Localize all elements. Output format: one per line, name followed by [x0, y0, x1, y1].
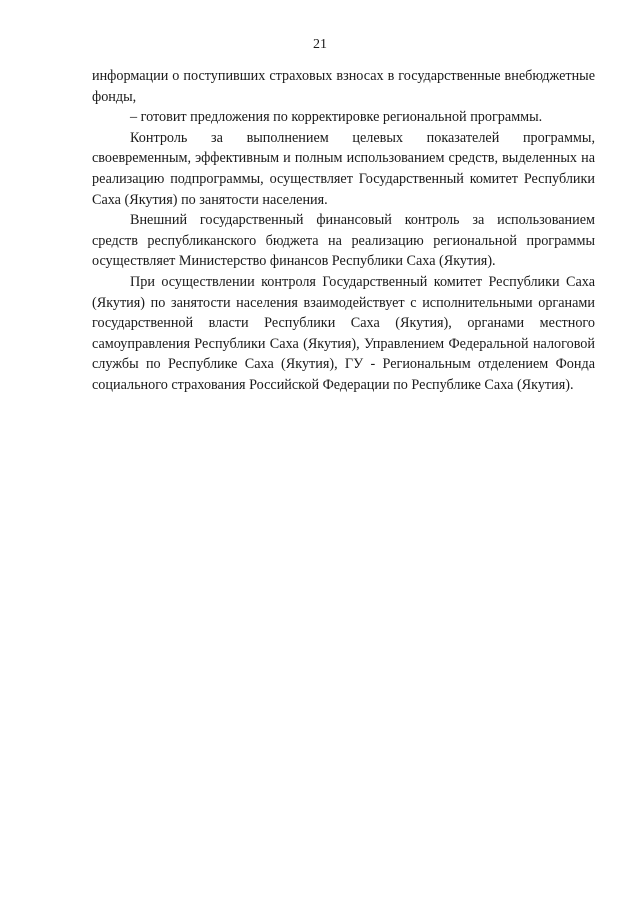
document-body	[92, 66, 595, 396]
paragraph-continuation: информации о поступивших страховых взносах в государственные внебюджетные фонды,	[92, 68, 595, 105]
paragraph-list-item: – готовит предложения по корректировке региональной программы.	[130, 109, 543, 126]
paragraph-interaction: При осуществлении контроля Государственный комитет Республики Саха (Якутия) по занятости населения взаимодействует с исполнительными органами государственной власти Республики Саха (Якутия), органами местного самоуправления Республики Саха (Якутия), Управлением Федеральной налоговой службы по Республике Саха (Якутия), ГУ - Региональным отделением Фонда социального страхования Российской Федерации по Республике Саха (Якутия).	[92, 273, 595, 393]
paragraph-external-control: Внешний государственный финансовый контроль за использованием средств республиканского бюджета на реализацию региональной программы осуществляет Министерство финансов Республики Саха (Якутия).	[92, 212, 595, 270]
page-number: 21	[313, 37, 327, 52]
paragraph-control: Контроль за выполнением целевых показателей программы, своевременным, эффективным и полным использованием средств, выделенных на реализацию подпрограммы, осуществляет Государственный комитет Республики Саха (Якутия) по занятости населения.	[92, 129, 595, 208]
